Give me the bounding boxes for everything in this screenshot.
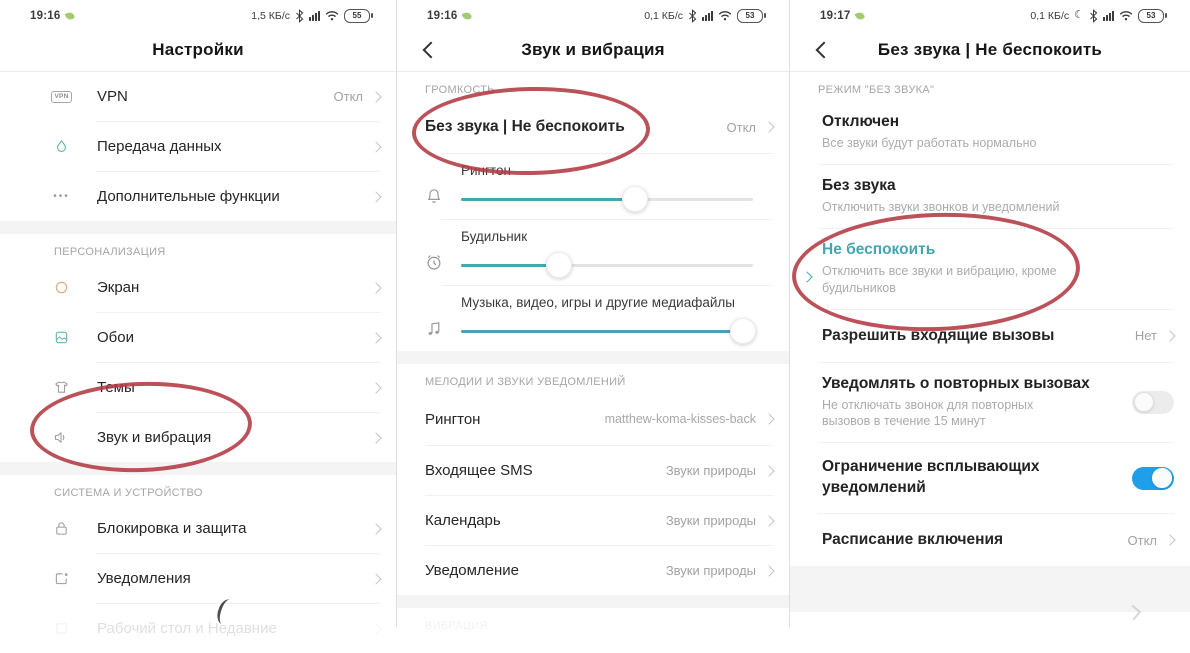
settings-item-sound-vibration[interactable] xyxy=(0,413,396,462)
slider-label: Будильник xyxy=(461,229,528,244)
silent-dnd-row[interactable] xyxy=(397,101,789,153)
mode-title: Не беспокоить xyxy=(822,240,936,258)
repeat-calls-row[interactable] xyxy=(790,363,1190,443)
chevron-right-icon xyxy=(763,121,774,132)
mode-title: Без звука xyxy=(822,176,896,194)
selected-chevron-icon xyxy=(801,271,812,282)
item-label: Входящее SMS xyxy=(425,462,533,479)
status-bar xyxy=(0,0,396,28)
lock-icon xyxy=(52,519,71,538)
section-header-system-device: СИСТЕМА И УСТРОЙСТВО xyxy=(54,487,203,499)
settings-item-notifications[interactable] xyxy=(0,554,396,603)
speaker-icon xyxy=(52,428,71,447)
bell-icon xyxy=(425,187,445,207)
settings-item-data-transfer[interactable] xyxy=(0,122,396,171)
slider-knob[interactable] xyxy=(730,318,756,344)
mode-subtitle: Отключить звуки звонков и уведомлений xyxy=(822,199,1060,214)
chevron-right-icon xyxy=(370,623,381,634)
slider-label: Рингтон xyxy=(461,163,511,178)
group-gap xyxy=(397,595,789,608)
mode-option-dnd[interactable] xyxy=(790,229,1190,309)
chevron-right-icon xyxy=(370,191,381,202)
chevron-right-icon xyxy=(1164,330,1175,341)
battery-icon: 55 xyxy=(344,9,370,23)
wifi-icon xyxy=(718,10,732,21)
item-label: Рингтон xyxy=(425,410,481,428)
settings-item-wallpaper[interactable] xyxy=(0,313,396,362)
wallpaper-icon xyxy=(52,328,71,347)
section-header-personalization: ПЕРСОНАЛИЗАЦИЯ xyxy=(54,246,166,258)
item-label: Обои xyxy=(97,329,134,346)
schedule-row[interactable] xyxy=(790,514,1190,566)
item-subtitle: Не отключать звонок для повторных вызовов в течение 15 минут xyxy=(822,397,1034,429)
item-label: Дополнительные функции xyxy=(97,188,280,205)
item-label: Экран xyxy=(97,279,140,296)
slider-label: Музыка, видео, игры и другие медиафайлы xyxy=(461,295,735,310)
item-value: Откл xyxy=(726,119,756,135)
display-icon xyxy=(52,278,71,297)
dnd-moon-icon: ☾ xyxy=(1074,9,1084,21)
mode-title: Отключен xyxy=(822,113,900,130)
item-value: Откл xyxy=(333,89,363,104)
slider-knob[interactable] xyxy=(622,186,648,212)
data-drop-icon xyxy=(52,137,71,156)
status-bar xyxy=(397,0,789,28)
chevron-right-icon xyxy=(370,332,381,343)
item-label: Звук и вибрация xyxy=(97,429,212,446)
item-label: Разрешить входящие вызовы xyxy=(822,326,1055,344)
popup-limit-toggle[interactable] xyxy=(1132,467,1174,490)
volume-slider-media xyxy=(397,286,789,351)
settings-item-themes[interactable] xyxy=(0,363,396,412)
media-volume-slider[interactable] xyxy=(461,319,753,344)
clock: 19:16 xyxy=(427,9,458,22)
item-value: Звуки природы xyxy=(665,463,756,478)
sound-vibration-screen xyxy=(396,0,789,632)
chevron-right-icon xyxy=(763,465,774,476)
signal-bars-icon xyxy=(1103,11,1114,21)
item-value: Звуки природы xyxy=(665,513,756,528)
page-title: Без звука | Не беспокоить xyxy=(877,39,1103,59)
item-label: Уведомление xyxy=(425,562,520,579)
network-speed: 0,1 КБ/с xyxy=(644,9,683,22)
item-value: Нет xyxy=(1134,328,1157,343)
volume-slider-ringtone xyxy=(397,154,789,219)
settings-item-lock-security[interactable] xyxy=(0,504,396,553)
group-gap xyxy=(0,462,396,475)
page-title: Настройки xyxy=(152,39,244,59)
section-header-silent-mode: РЕЖИМ "БЕЗ ЗВУКА" xyxy=(818,84,935,96)
calendar-row[interactable] xyxy=(397,496,789,545)
vpn-icon: VPN xyxy=(52,87,71,106)
alarm-volume-slider[interactable] xyxy=(461,253,753,278)
clock: 19:17 xyxy=(820,9,851,22)
settings-item-vpn[interactable] xyxy=(0,72,396,121)
group-gap xyxy=(0,221,396,234)
home-icon xyxy=(52,619,71,638)
item-value: Звуки природы xyxy=(665,563,756,578)
chevron-right-icon xyxy=(763,413,774,424)
chevron-right-icon xyxy=(763,565,774,576)
mode-subtitle: Все звуки будут работать нормально xyxy=(822,136,1037,150)
item-label: Темы xyxy=(97,379,135,396)
item-label: Ограничение всплывающих уведомлений xyxy=(822,458,1040,497)
item-value: Откл xyxy=(1127,532,1157,548)
notifications-icon xyxy=(52,569,71,588)
group-gap xyxy=(790,566,1190,612)
themes-icon xyxy=(52,378,71,397)
settings-item-additional-features[interactable] xyxy=(0,172,396,221)
back-button[interactable] xyxy=(816,41,833,58)
volume-slider-alarm xyxy=(397,220,789,285)
chevron-right-icon xyxy=(370,382,381,393)
bluetooth-icon xyxy=(688,9,697,23)
item-label: VPN xyxy=(97,88,128,105)
header xyxy=(790,28,1190,72)
mode-option-disabled[interactable] xyxy=(790,101,1190,164)
header xyxy=(397,28,789,72)
chevron-right-icon xyxy=(1164,534,1175,545)
chevron-right-icon xyxy=(370,573,381,584)
section-header-vibration: ВИБРАЦИЯ xyxy=(425,620,488,632)
wifi-icon xyxy=(325,10,339,21)
section-header-melodies: МЕЛОДИИ И ЗВУКИ УВЕДОМЛЕНИЙ xyxy=(425,376,626,388)
battery-icon: 53 xyxy=(1138,9,1164,23)
page-title: Звук и вибрация xyxy=(521,39,665,59)
item-label: Блокировка и защита xyxy=(97,520,247,537)
music-note-icon xyxy=(425,319,445,339)
header xyxy=(0,28,396,72)
notification-sound-row[interactable] xyxy=(397,546,789,595)
signal-bars-icon xyxy=(702,11,713,21)
item-label: Календарь xyxy=(425,512,501,529)
group-gap xyxy=(397,351,789,364)
network-speed: 0,1 КБ/с xyxy=(1030,9,1070,22)
item-label: Уведомлять о повторных вызовах xyxy=(822,374,1090,392)
bluetooth-icon xyxy=(295,9,304,23)
item-label: Передача данных xyxy=(97,138,222,155)
more-dots-icon: ••• xyxy=(53,191,70,202)
clock: 19:16 xyxy=(30,9,61,22)
settings-item-home-recents[interactable] xyxy=(0,604,396,653)
chevron-right-icon xyxy=(370,282,381,293)
battery-saver-leaf-icon xyxy=(65,10,76,21)
back-button[interactable] xyxy=(423,41,440,58)
slider-knob[interactable] xyxy=(546,252,572,278)
mode-subtitle: Отключить все звуки и вибрацию, кроме будильников xyxy=(822,263,1057,295)
chevron-right-icon xyxy=(370,91,381,102)
section-header-volume: ГРОМКОСТЬ xyxy=(425,84,495,96)
item-label: Расписание включения xyxy=(822,531,1004,549)
wifi-icon xyxy=(1119,10,1133,21)
popup-limit-row[interactable] xyxy=(790,443,1190,513)
battery-icon: 53 xyxy=(737,9,763,23)
allow-incoming-calls-row[interactable] xyxy=(790,310,1190,362)
settings-item-display[interactable] xyxy=(0,263,396,312)
network-speed: 1,5 КБ/с xyxy=(251,9,290,22)
bluetooth-icon xyxy=(1089,9,1098,23)
item-label: Рабочий стол и Недавние xyxy=(97,620,277,637)
item-label: Уведомления xyxy=(97,570,191,587)
status-bar xyxy=(790,0,1190,28)
battery-saver-leaf-icon xyxy=(855,10,866,21)
chevron-right-icon xyxy=(370,523,381,534)
chevron-right-icon xyxy=(763,515,774,526)
item-label: Без звука | Не беспокоить xyxy=(425,118,625,135)
chevron-right-icon xyxy=(370,141,381,152)
item-value: matthew-koma-kisses-back xyxy=(604,411,756,426)
alarm-clock-icon xyxy=(425,253,445,273)
battery-saver-leaf-icon xyxy=(462,10,473,21)
repeat-calls-toggle[interactable] xyxy=(1132,391,1174,414)
silent-dnd-screen xyxy=(789,0,1190,627)
settings-main-screen xyxy=(0,0,396,637)
mode-option-silent[interactable] xyxy=(790,165,1190,228)
ringtone-volume-slider[interactable] xyxy=(461,187,753,212)
incoming-sms-row[interactable] xyxy=(397,446,789,495)
ringtone-row[interactable] xyxy=(397,393,789,445)
signal-bars-icon xyxy=(309,11,320,21)
chevron-right-icon xyxy=(370,432,381,443)
